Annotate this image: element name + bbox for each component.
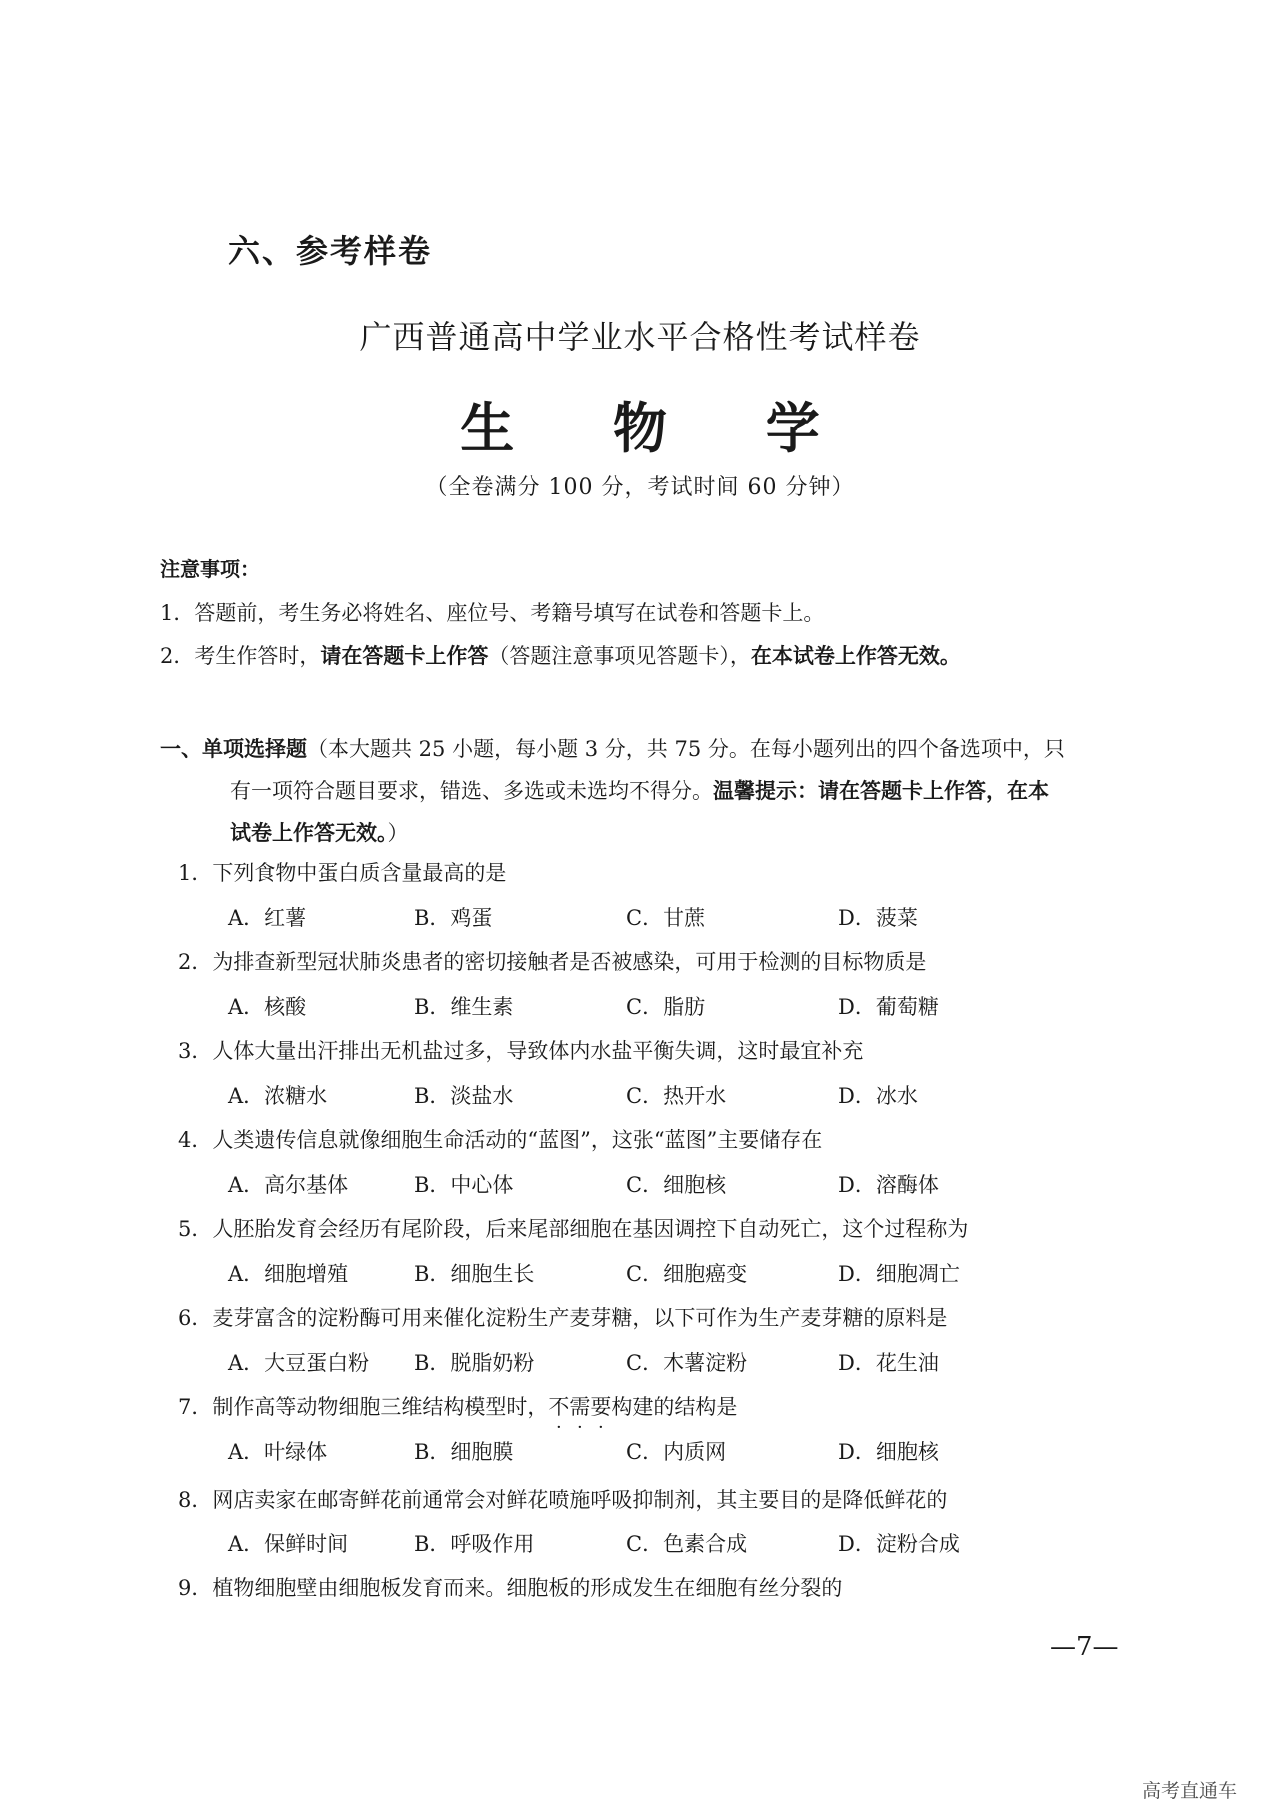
question-3-option-b: B．淡盐水 [414, 1084, 514, 1108]
question-3-option-c: C．热开水 [626, 1084, 727, 1108]
question-1-option-b: B．鸡蛋 [414, 906, 493, 930]
question-4-option-a: A．高尔基体 [228, 1173, 349, 1197]
question-6-option-a: A．大豆蛋白粉 [228, 1351, 370, 1375]
part-one-desc-3: ） [387, 821, 409, 845]
question-7-option-a: A．叶绿体 [228, 1440, 328, 1464]
question-6-option-c: C．木薯淀粉 [626, 1351, 748, 1375]
part-one-line-3 [160, 812, 1140, 854]
question-4-stem: 4．人类遗传信息就像细胞生命活动的“蓝图”，这张“蓝图”主要储存在 [178, 1128, 823, 1152]
question-9-stem: 9．植物细胞壁由细胞板发育而来。细胞板的形成发生在细胞有丝分裂的 [178, 1576, 843, 1600]
part-one-tip: 温馨提示：请在答题卡上作答，在本 [713, 779, 1049, 803]
question-6-option-b: B．脱脂奶粉 [414, 1351, 535, 1375]
question-6-stem: 6．麦芽富含的淀粉酶可用来催化淀粉生产麦芽糖，以下可作为生产麦芽糖的原料是 [178, 1306, 948, 1330]
part-one-line-1 [160, 728, 1140, 770]
question-1-option-c: C．甘蔗 [626, 906, 706, 930]
question-4-option-d: D．溶酶体 [838, 1173, 939, 1197]
notice-title: 注意事项： [160, 557, 260, 581]
question-7-emphasis-2: 需 [569, 1395, 591, 1419]
question-5-option-a: A．细胞增殖 [228, 1262, 349, 1286]
question-7-stem-post: 构建的结构是 [611, 1395, 738, 1419]
question-2-stem: 2．为排查新型冠状肺炎患者的密切接触者是否被感染，可用于检测的目标物质是 [178, 950, 927, 974]
question-2-option-b: B．维生素 [414, 995, 514, 1019]
question-7-emphasis-1: 不 [548, 1395, 570, 1419]
notice-item-2-bold-2: 在本试卷上作答无效。 [750, 644, 961, 668]
question-4-option-c: C．细胞核 [626, 1173, 727, 1197]
question-5-stem: 5．人胚胎发育会经历有尾阶段，后来尾部细胞在基因调控下自动死亡，这个过程称为 [178, 1217, 969, 1241]
part-one-desc: （本大题共 25 小题，每小题 3 分，共 75 分。在每小题列出的四个备选项中，只 [307, 737, 1065, 761]
notice-item-2-mid: （答题注意事项见答题卡）， [488, 644, 751, 668]
question-3-stem: 3．人体大量出汗排出无机盐过多，导致体内水盐平衡失调，这时最宜补充 [178, 1039, 864, 1063]
part-one-tip-2: 试卷上作答无效。 [230, 821, 388, 845]
question-4-option-b: B．中心体 [414, 1173, 514, 1197]
question-2-option-a: A．核酸 [228, 995, 307, 1019]
part-one-desc-2: 有一项符合题目要求，错选、多选或未选均不得分。 [230, 779, 713, 803]
part-one-heading [160, 728, 1140, 854]
exam-meta: （全卷满分 100 分，考试时间 60 分钟） [425, 475, 855, 500]
exam-title: 广西普通高中学业水平合格性考试样卷 [359, 318, 921, 356]
notice-item-2 [160, 640, 961, 670]
question-6-option-d: D．花生油 [838, 1351, 939, 1375]
question-5-option-c: C．细胞癌变 [626, 1262, 748, 1286]
notice-item-2-bold-1: 请在答题卡上作答 [320, 644, 489, 668]
question-2-option-d: D．葡萄糖 [838, 995, 939, 1019]
question-5-option-d: D．细胞凋亡 [838, 1262, 960, 1286]
question-8-option-a: A．保鲜时间 [228, 1532, 349, 1556]
question-5-option-b: B．细胞生长 [414, 1262, 535, 1286]
question-7-option-c: C．内质网 [626, 1440, 727, 1464]
question-7-option-b: B．细胞膜 [414, 1440, 514, 1464]
question-7-stem-pre: 7．制作高等动物细胞三维结构模型时， [178, 1395, 549, 1419]
question-1-option-d: D．菠菜 [838, 906, 918, 930]
page-number: —7— [1050, 1632, 1119, 1662]
question-7-option-d: D．细胞核 [838, 1440, 939, 1464]
question-8-option-c: C．色素合成 [626, 1532, 748, 1556]
question-7-emphasis-3: 要 [590, 1395, 612, 1419]
question-3-option-d: D．冰水 [838, 1084, 918, 1108]
question-8-option-b: B．呼吸作用 [414, 1532, 535, 1556]
subject-title: 生 物 学 [460, 397, 860, 460]
question-1-stem: 1．下列食物中蛋白质含量最高的是 [178, 861, 507, 885]
notice-item-2-prefix: 2．考生作答时， [160, 644, 321, 668]
notice-item-1: 1．答题前，考生务必将姓名、座位号、考籍号填写在试卷和答题卡上。 [160, 601, 825, 625]
section-heading: 六、参考样卷 [228, 232, 433, 270]
question-8-option-d: D．淀粉合成 [838, 1532, 960, 1556]
question-8-stem: 8．网店卖家在邮寄鲜花前通常会对鲜花喷施呼吸抑制剂，其主要目的是降低鲜花的 [178, 1488, 948, 1512]
part-one-label: 一、单项选择题 [160, 737, 307, 761]
question-2-option-c: C．脂肪 [626, 995, 706, 1019]
question-7-stem [178, 1391, 737, 1421]
question-3-option-a: A．浓糖水 [228, 1084, 328, 1108]
part-one-line-2 [160, 770, 1140, 812]
watermark: 高考直通车 [1142, 1780, 1238, 1802]
question-1-option-a: A．红薯 [228, 906, 307, 930]
